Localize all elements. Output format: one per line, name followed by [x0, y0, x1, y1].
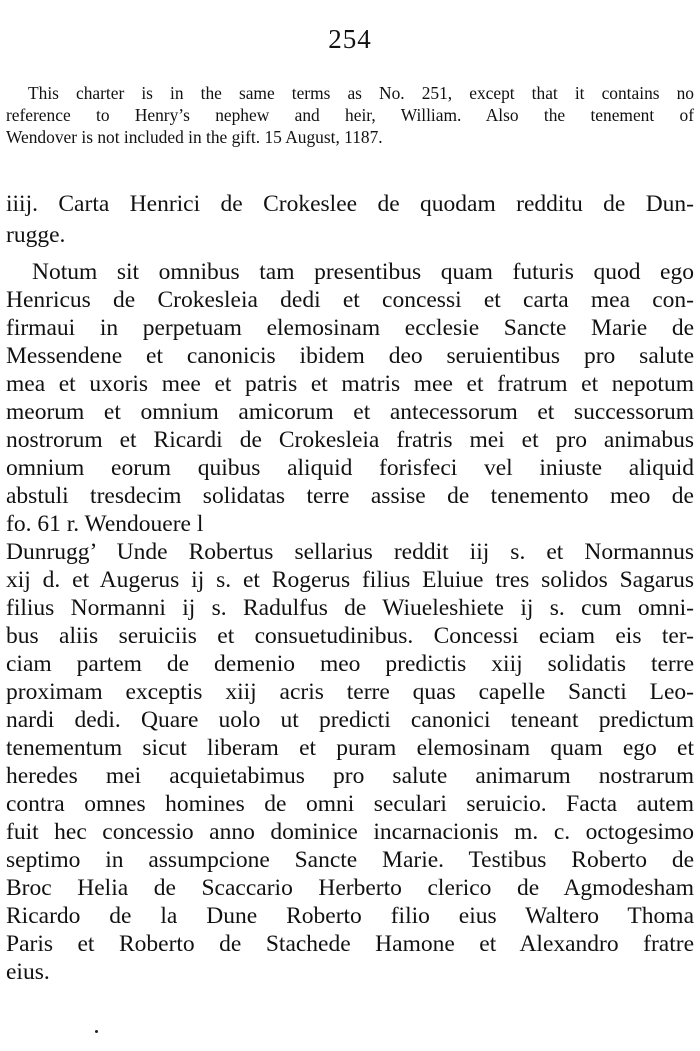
body-line: septimo in assumpcione Sancte Marie. Testibus Roberto de [6, 847, 694, 873]
body-line: Ricardo de la Dune Roberto filio eius Waltero Thoma [6, 903, 694, 929]
page-number: 254 [328, 24, 372, 54]
body-line: Henricus de Crokesleia dedi et concessi et carta mea con- [6, 287, 694, 313]
body-line: Notum sit omnibus tam presentibus quam futuris quod ego [32, 259, 694, 285]
body-line: heredes mei acquietabimus pro salute animarum nostrarum [6, 763, 694, 789]
body-line: mea et uxoris mee et patris et matris mee et fratrum et nepotum [6, 371, 694, 397]
heading-line: rugge. [6, 222, 66, 248]
editorial-note [6, 82, 694, 148]
body-line: nostrorum et Ricardi de Crokesleia fratris mei et pro animabus [6, 427, 694, 453]
body-line: tenementum sicut liberam et puram elemosinam quam ego et [6, 735, 694, 761]
body-line: eius. [6, 959, 50, 985]
body-line: Dunrugg’ Unde Robertus sellarius reddit iij s. et Normannus [6, 539, 694, 565]
note-line: reference to Henry’s nephew and heir, William. Also the tenement of [6, 105, 694, 125]
charter-heading [6, 189, 694, 251]
body-line: Messendene et canonicis ibidem deo seruientibus pro salute [6, 343, 694, 369]
body-line: omnium eorum quibus aliquid forisfeci vel iniuste aliquid [6, 455, 694, 481]
body-line: abstuli tresdecim solidatas terre assise de tenemento meo de [6, 483, 694, 509]
note-line: This charter is in the same terms as No. 251, except that it contains no [28, 83, 694, 103]
body-line: xij d. et Augerus ij s. et Rogerus filius Eluiue tres solidos Sagarus [6, 567, 694, 593]
body-line: firmaui in perpetuam elemosinam ecclesie Sancte Marie de [6, 315, 694, 341]
body-line: ciam partem de demenio meo predictis xiij solidatis terre [6, 651, 694, 677]
folio-marker-line: fo. 61 r. Wendouere l [6, 511, 204, 537]
charter-text [6, 258, 694, 986]
body-line: meorum et omnium amicorum et antecessorum et successorum [6, 399, 694, 425]
body-line: bus aliis seruiciis et consuetudinibus. Concessi eciam eis ter- [6, 623, 694, 649]
heading-line: iiij. Carta Henrici de Crokeslee de quodam redditu de Dun- [6, 191, 694, 217]
body-line: fuit hec concessio anno dominice incarnacionis m. c. octogesimo [6, 819, 694, 845]
body-line: proximam exceptis xiij acris terre quas capelle Sancti Leo- [6, 679, 694, 705]
body-line: Paris et Roberto de Stachede Hamone et Alexandro fratre [6, 931, 694, 957]
body-line: contra omnes homines de omni seculari seruicio. Facta autem [6, 791, 694, 817]
body-line: nardi dedi. Quare uolo ut predicti canonici teneant predictum [6, 707, 694, 733]
body-line: Broc Helia de Scaccario Herberto clerico de Agmodesham [6, 875, 694, 901]
body-line: filius Normanni ij s. Radulfus de Wiueleshiete ij s. cum omni- [6, 595, 694, 621]
stray-mark [95, 1030, 98, 1033]
note-line: Wendover is not included in the gift. 15 August, 1187. [6, 127, 383, 147]
